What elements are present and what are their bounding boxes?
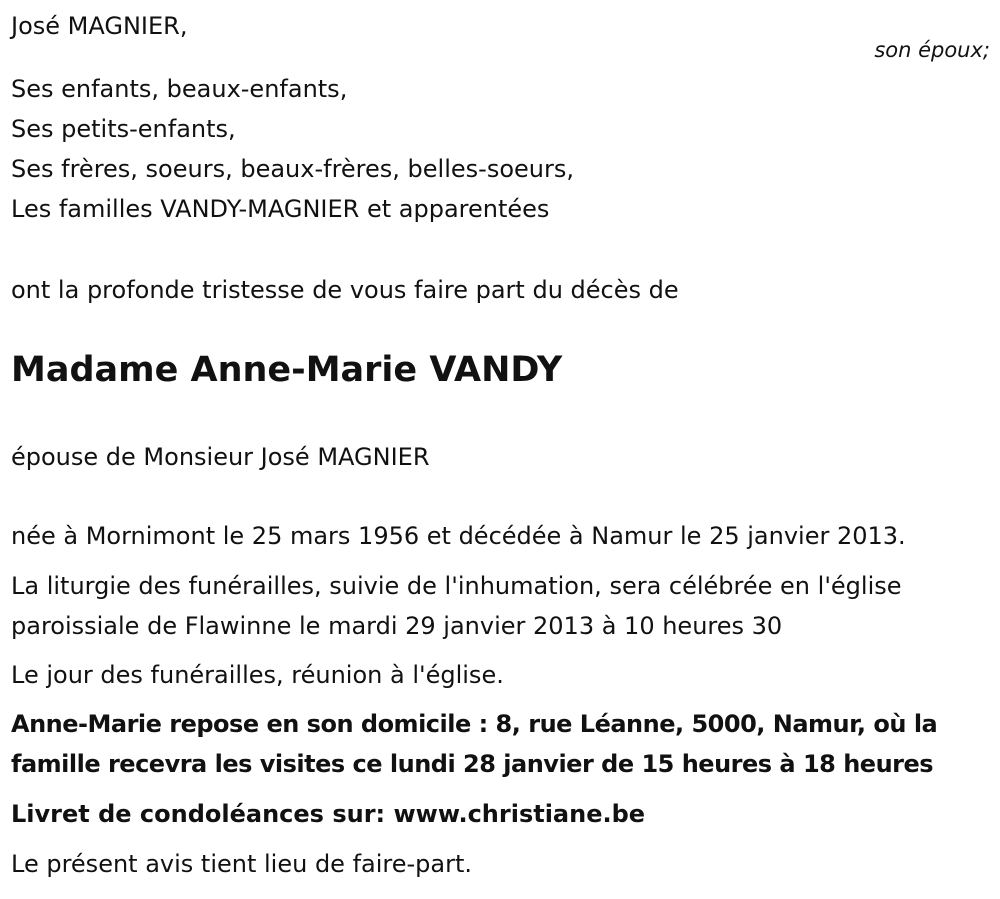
birth-death: née à Mornimont le 25 mars 1956 et décédée à Namur le 25 janvier 2013. (11, 522, 906, 550)
family-children: Ses enfants, beaux-enfants, (11, 75, 348, 103)
closing: Le présent avis tient lieu de faire-part. (11, 850, 473, 878)
family-families: Les familles VANDY-MAGNIER et apparentées (11, 195, 550, 223)
funeral-line-1: La liturgie des funérailles, suivie de l'inhumation, sera célébrée en l'église (11, 572, 902, 600)
visitation-line-2: famille recevra les visites ce lundi 28 janvier de 15 heures à 18 heures (11, 750, 934, 778)
funeral-line-2: paroissiale de Flawinne le mardi 29 janvier 2013 à 10 heures 30 (11, 612, 783, 640)
condolences: Livret de condoléances sur: www.christiane.be (11, 800, 646, 828)
family-siblings: Ses frères, soeurs, beaux-frères, belles-soeurs, (11, 155, 574, 183)
announcement: ont la profonde tristesse de vous faire part du décès de (11, 276, 679, 304)
gathering: Le jour des funérailles, réunion à l'église. (11, 661, 504, 689)
spouse-line: épouse de Monsieur José MAGNIER (11, 443, 430, 471)
visitation-line-1: Anne-Marie repose en son domicile : 8, rue Léanne, 5000, Namur, où la (11, 710, 938, 738)
spouse-role: son époux; (874, 38, 990, 62)
deceased-name: Madame Anne-Marie VANDY (11, 350, 563, 390)
spouse-name: José MAGNIER, (11, 12, 188, 40)
family-grandchildren: Ses petits-enfants, (11, 115, 236, 143)
